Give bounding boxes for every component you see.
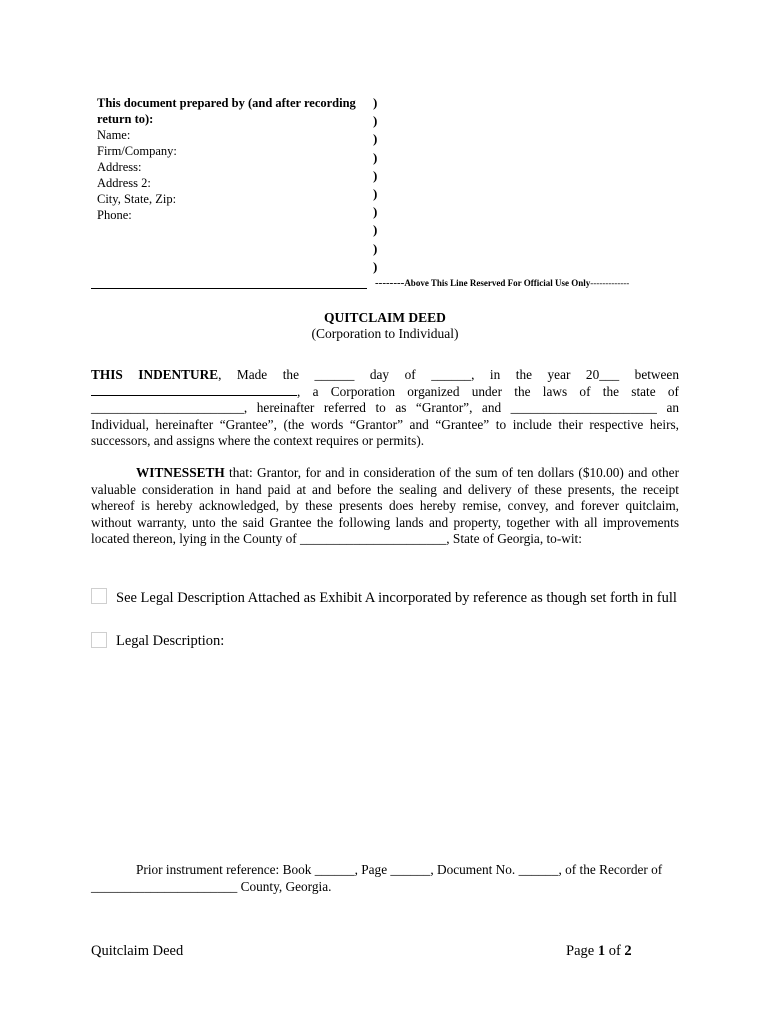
prior-instrument-reference: Prior instrument reference: Book ______, Page ______, Document No. ______, of the Recorder of ______________________ County, Georgia. bbox=[91, 862, 663, 894]
field-address2: Address 2: bbox=[97, 176, 151, 190]
prepared-by-block bbox=[97, 95, 367, 223]
paren: ) bbox=[373, 222, 378, 238]
document-subtitle: (Corporation to Individual) bbox=[311, 326, 459, 341]
paren: ) bbox=[373, 149, 378, 165]
exhibit-a-option-label: See Legal Description Attached as Exhibit A incorporated by reference as though set forth in full bbox=[116, 590, 677, 606]
paren: ) bbox=[373, 186, 378, 202]
footer-title: Quitclaim Deed bbox=[91, 943, 184, 959]
prepared-by-heading: This document prepared by (and after recording return to): bbox=[97, 96, 356, 126]
paren: ) bbox=[373, 167, 378, 183]
grantor-name-blank bbox=[91, 384, 297, 396]
field-firm: Firm/Company: bbox=[97, 144, 177, 158]
field-address: Address: bbox=[97, 160, 142, 174]
paren: ) bbox=[373, 258, 378, 274]
field-phone: Phone: bbox=[97, 208, 132, 222]
legal-description-checkbox[interactable] bbox=[91, 632, 107, 648]
paren: ) bbox=[373, 131, 378, 147]
paren: ) bbox=[373, 204, 378, 220]
paren: ) bbox=[373, 95, 378, 110]
paren: ) bbox=[373, 113, 378, 129]
page-number: Page 1 of 2 bbox=[566, 943, 632, 959]
paren: ) bbox=[373, 240, 378, 256]
field-city-state-zip: City, State, Zip: bbox=[97, 192, 177, 206]
indenture-lead: THIS INDENTURE bbox=[91, 367, 219, 382]
parenthesis-column bbox=[373, 94, 377, 276]
document-title: QUITCLAIM DEED bbox=[324, 310, 446, 325]
official-use-line: --------Above This Line Reserved For Official Use Only------------- bbox=[375, 277, 630, 289]
legal-description-label: Legal Description: bbox=[116, 633, 225, 649]
witnesseth-paragraph: WITNESSETH that: Grantor, for and in consideration of the sum of ten dollars ($10.00) and other valuable consideration in hand paid at and before the sealing and delivery of these presents, the receipt whereof is hereby acknowledged, by these presents does hereby remise, convey, and forever quitclaim, without warranty, unto the said Grantee the following lands and property, together with all improvements located thereon, lying in the County of ______________________, State of Georgia, to-wit: bbox=[91, 465, 679, 546]
witnesseth-lead: WITNESSETH bbox=[136, 465, 225, 480]
recording-divider-line bbox=[91, 288, 367, 289]
indenture-paragraph: THIS INDENTURE, Made the ______ day of ______, in the year 20___ between , a Corporation organized under the laws of the state of _______________________, hereinafter referred to as “Grantor”, and ______________________ an Individual, hereinafter “Grantee”, (the words “Grantor” and “Grantee” to include their respective heirs, successors, and assigns where the context requires or permits). bbox=[91, 367, 679, 448]
field-name: Name: bbox=[97, 128, 131, 142]
